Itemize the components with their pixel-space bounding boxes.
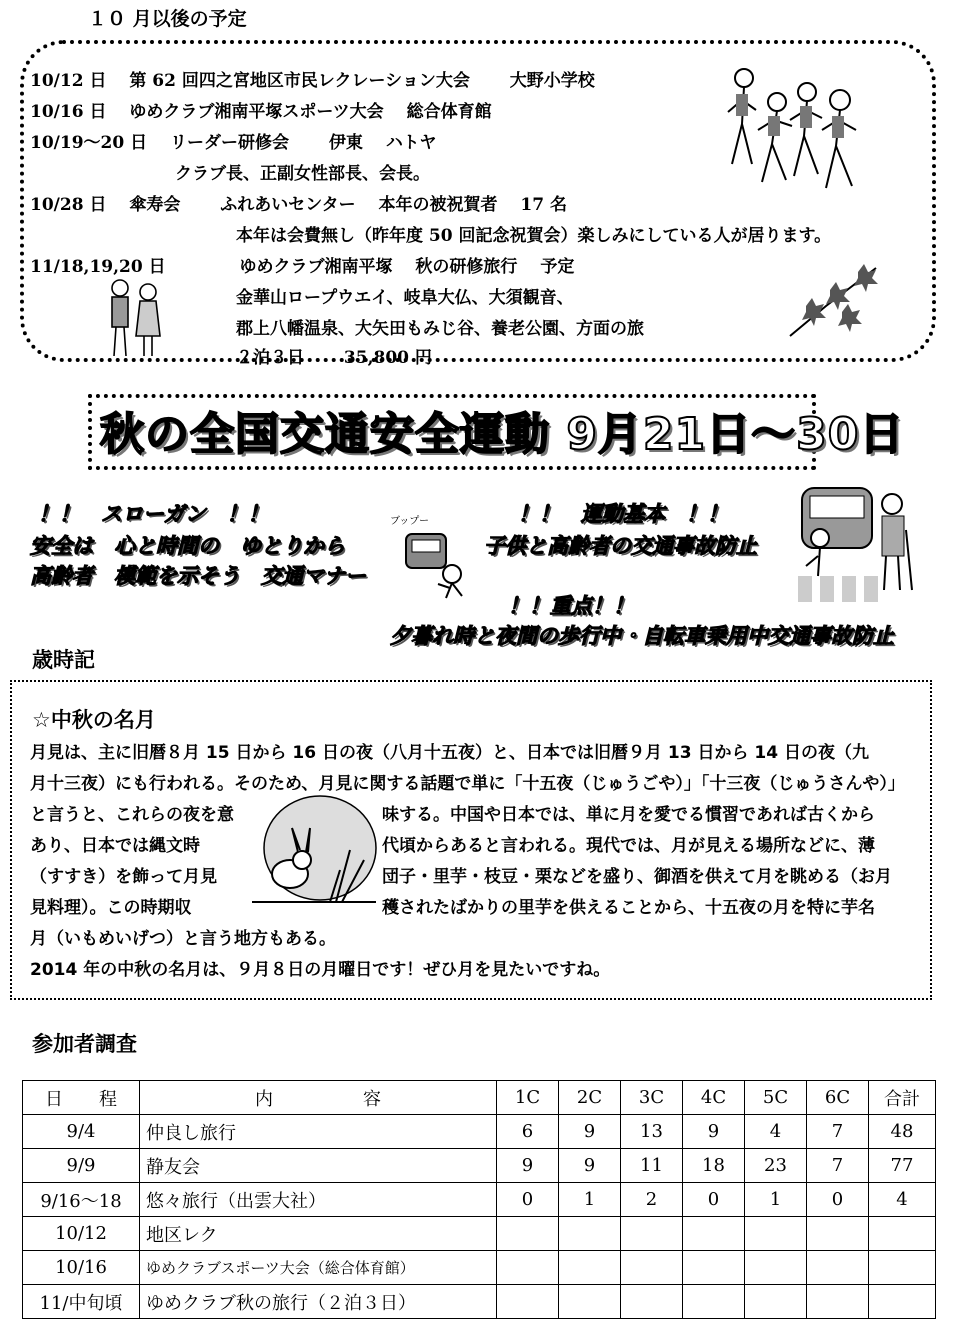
cell-3c bbox=[621, 1251, 683, 1285]
schedule-line: ２泊３日 35,800 円 bbox=[236, 348, 432, 368]
elderly-couple-illustration bbox=[104, 276, 166, 360]
header-total: 合計 bbox=[869, 1081, 936, 1115]
cell-5c: 1 bbox=[745, 1183, 807, 1217]
cell-6c bbox=[807, 1285, 869, 1319]
table-row bbox=[23, 1285, 936, 1319]
moon-text-line: 団子・里芋・枝豆・栗などを盛り、御酒を供えて月を眺める（お月 bbox=[382, 867, 892, 887]
header-3c: 3C bbox=[621, 1081, 683, 1115]
cell-total bbox=[869, 1285, 936, 1319]
schedule-line: 10/19～20 日 リーダー研修会 伊東 ハトヤ bbox=[30, 133, 437, 153]
schedule-line: 金華山ロープウエイ、岐阜大仏、大須観音、 bbox=[236, 288, 574, 308]
cell-date: 9/9 bbox=[23, 1149, 140, 1183]
cell-total: 4 bbox=[869, 1183, 936, 1217]
schedule-line: 10/28 日 傘寿会 ふれあいセンター 本年の被祝賀者 17 名 bbox=[30, 195, 568, 215]
schedule-line: 郡上八幡温泉、大矢田もみじ谷、養老公園、方面の旅 bbox=[236, 319, 644, 339]
survey-heading: 参加者調査 bbox=[32, 1032, 137, 1056]
runners-illustration bbox=[722, 64, 862, 196]
cell-4c: 18 bbox=[683, 1149, 745, 1183]
cell-date: 10/12 bbox=[23, 1217, 140, 1251]
cell-6c: 0 bbox=[807, 1183, 869, 1217]
schedule-line: 10/12 日 第 62 回四之宮地区市民レクレーション大会 大野小学校 bbox=[30, 71, 595, 91]
cell-total: 77 bbox=[869, 1149, 936, 1183]
cell-6c: 7 bbox=[807, 1115, 869, 1149]
schedule-line: 11/18,19,20 日 ゆめクラブ湘南平塚 秋の研修旅行 予定 bbox=[30, 257, 575, 277]
cell-5c: 4 bbox=[745, 1115, 807, 1149]
header-2c: 2C bbox=[559, 1081, 621, 1115]
moon-text-line: 月十三夜）にも行われる。そのため、月見に関する話題で単に「十五夜（じゅうごや）」「十三夜（じゅうさんや）」 bbox=[30, 774, 905, 794]
moon-text-line: 月（いもめいげつ）と言う地方もある。 bbox=[30, 929, 336, 949]
cell-5c bbox=[745, 1217, 807, 1251]
cell-total bbox=[869, 1217, 936, 1251]
cell-date: 10/16 bbox=[23, 1251, 140, 1285]
crossing-illustration bbox=[792, 480, 922, 606]
cell-date: 11/中旬頃 bbox=[23, 1285, 140, 1319]
traffic-title: 秋の全国交通安全運動 9月21日～30日 bbox=[100, 409, 905, 460]
table-row bbox=[23, 1251, 936, 1285]
schedule-line: 本年は会費無し（昨年度 50 回記念祝賀会）楽しみにしている人が居ります。 bbox=[236, 226, 832, 246]
cell-5c bbox=[745, 1285, 807, 1319]
cell-content: ゆめクラブスポーツ大会（総合体育館） bbox=[140, 1251, 497, 1285]
moon-text-line: 穫されたばかりの里芋を供えることから、十五夜の月を特に芋名 bbox=[382, 898, 875, 918]
cell-6c bbox=[807, 1217, 869, 1251]
moon-text-line: （すすき）を飾って月見 bbox=[30, 867, 218, 887]
cell-total: 48 bbox=[869, 1115, 936, 1149]
cell-4c bbox=[683, 1285, 745, 1319]
cell-content: 静友会 bbox=[140, 1149, 497, 1183]
saijiki-heading: 歳時記 bbox=[32, 648, 95, 672]
cell-2c bbox=[559, 1285, 621, 1319]
cell-3c: 2 bbox=[621, 1183, 683, 1217]
car-sound-text: ブップー bbox=[390, 516, 429, 527]
focus-heading: ！！重点！！ bbox=[508, 594, 634, 618]
cell-4c: 9 bbox=[683, 1115, 745, 1149]
cell-5c: 23 bbox=[745, 1149, 807, 1183]
slogan-line-2: 高齢者 模範を示そう 交通マナー bbox=[30, 564, 366, 588]
cell-2c bbox=[559, 1217, 621, 1251]
cell-1c: 6 bbox=[497, 1115, 559, 1149]
cell-1c: 0 bbox=[497, 1183, 559, 1217]
header-date: 日 程 bbox=[23, 1081, 140, 1115]
cell-4c bbox=[683, 1251, 745, 1285]
cell-4c bbox=[683, 1217, 745, 1251]
moon-text-line: 味する。中国や日本では、単に月を愛でる慣習であれば古くから bbox=[382, 805, 875, 825]
moon-text-line: と言うと、これらの夜を意 bbox=[30, 805, 234, 825]
table-row bbox=[23, 1183, 936, 1217]
header-4c: 4C bbox=[683, 1081, 745, 1115]
schedule-title: １０ 月以後の予定 bbox=[88, 8, 247, 30]
table-row bbox=[23, 1115, 936, 1149]
schedule-line: 10/16 日 ゆめクラブ湘南平塚スポーツ大会 総合体育館 bbox=[30, 102, 492, 122]
cell-1c bbox=[497, 1251, 559, 1285]
car-pedestrian-illustration bbox=[388, 512, 480, 602]
cell-content: 仲良し旅行 bbox=[140, 1115, 497, 1149]
maple-leaves-illustration bbox=[786, 262, 882, 340]
table-row bbox=[23, 1217, 936, 1251]
header-5c: 5C bbox=[745, 1081, 807, 1115]
cell-5c bbox=[745, 1251, 807, 1285]
cell-4c: 0 bbox=[683, 1183, 745, 1217]
basic-line-1: 子供と高齢者の交通事故防止 bbox=[484, 534, 757, 558]
cell-3c bbox=[621, 1285, 683, 1319]
cell-2c: 1 bbox=[559, 1183, 621, 1217]
cell-date: 9/16～18 bbox=[23, 1183, 140, 1217]
cell-2c: 9 bbox=[559, 1149, 621, 1183]
cell-content: ゆめクラブ秋の旅行（２泊３日） bbox=[140, 1285, 497, 1319]
cell-3c: 11 bbox=[621, 1149, 683, 1183]
cell-total bbox=[869, 1251, 936, 1285]
cell-6c bbox=[807, 1251, 869, 1285]
moon-text-line: 2014 年の中秋の名月は、９月８日の月曜日です！ぜひ月を見たいですね。 bbox=[30, 960, 611, 980]
cell-1c: 9 bbox=[497, 1149, 559, 1183]
cell-date: 9/4 bbox=[23, 1115, 140, 1149]
cell-content: 地区レク bbox=[140, 1217, 497, 1251]
cell-3c: 13 bbox=[621, 1115, 683, 1149]
cell-content: 悠々旅行（出雲大社） bbox=[140, 1183, 497, 1217]
cell-2c: 9 bbox=[559, 1115, 621, 1149]
cell-6c: 7 bbox=[807, 1149, 869, 1183]
table-row bbox=[23, 1149, 936, 1183]
slogan-heading: ！！ スローガン ！！ bbox=[38, 502, 269, 526]
moon-text-line: 月見は、主に旧暦８月 15 日から 16 日の夜（八月十五夜）と、日本では旧暦９月 13 日から 14 日の夜（九 bbox=[30, 743, 869, 763]
moon-text-line: 見料理）。この時期収 bbox=[30, 898, 192, 918]
focus-line-1: 夕暮れ時と夜間の歩行中・自転車乗用中交通事故防止 bbox=[390, 624, 894, 648]
table-header-row bbox=[23, 1081, 936, 1115]
moon-text-line: あり、日本では縄文時 bbox=[30, 836, 200, 856]
header-content: 内 容 bbox=[140, 1081, 497, 1115]
header-1c: 1C bbox=[497, 1081, 559, 1115]
cell-2c bbox=[559, 1251, 621, 1285]
cell-1c bbox=[497, 1217, 559, 1251]
moon-rabbit-illustration bbox=[250, 790, 378, 910]
schedule-line: クラブ長、正副女性部長、会長。 bbox=[175, 164, 430, 184]
participant-table bbox=[22, 1080, 936, 1319]
cell-3c bbox=[621, 1217, 683, 1251]
slogan-line-1: 安全は 心と時間の ゆとりから bbox=[30, 534, 345, 558]
header-6c: 6C bbox=[807, 1081, 869, 1115]
cell-1c bbox=[497, 1285, 559, 1319]
basic-heading: ！！ 運動基本 ！！ bbox=[518, 502, 728, 526]
moon-text-line: 代頃からあると言われる。現代では、月が見える場所などに、薄 bbox=[382, 836, 875, 856]
moon-title: ☆中秋の名月 bbox=[32, 708, 156, 732]
